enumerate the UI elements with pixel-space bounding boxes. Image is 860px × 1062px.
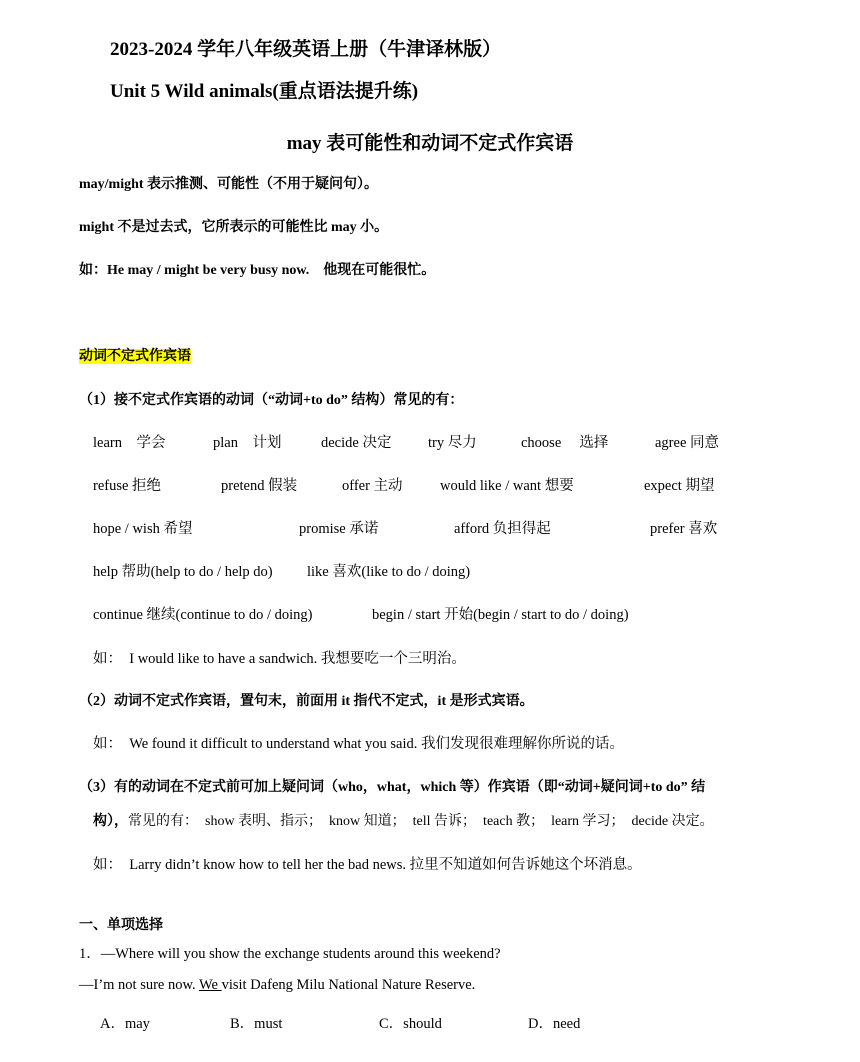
may-example: 如：He may / might be very busy now. 他现在可能很忙。 <box>79 263 436 278</box>
example-sentence-1: 如： I would like to have a sandwich. 我想要吃一个三明治。 <box>93 651 466 667</box>
example-sentence-3: 如： Larry didn’t know how to tell her the bad news. 拉里不知道如何告诉她这个坏消息。 <box>93 857 642 873</box>
verb-item: decide 决定 <box>321 435 392 451</box>
document-title: 2023-2024 学年八年级英语上册（牛津译林版） <box>110 39 502 60</box>
verb-item: begin / start 开始(begin / start to do / doing) <box>372 607 629 623</box>
infinitive-point-3-continued <box>93 810 714 830</box>
verb-item: hope / wish 希望 <box>93 521 193 537</box>
example-sentence-2: 如： We found it difficult to understand what you said. 我们发现很难理解你所说的话。 <box>93 736 624 752</box>
option-d[interactable]: D．need <box>528 1016 581 1032</box>
infinitive-point-2: （2）动词不定式作宾语，置句末，前面用 it 指代不定式，it 是形式宾语。 <box>79 694 534 709</box>
option-c[interactable]: C．should <box>379 1016 442 1032</box>
verb-item: promise 承诺 <box>299 521 379 537</box>
verb-item: plan 计划 <box>213 435 282 451</box>
verb-item: learn 学会 <box>93 435 166 451</box>
verb-item: offer 主动 <box>342 478 403 494</box>
section-title: may 表可能性和动词不定式作宾语 <box>286 133 574 154</box>
verb-item: pretend 假装 <box>221 478 298 494</box>
verb-item: continue 继续(continue to do / doing) <box>93 607 313 623</box>
verb-item: afford 负担得起 <box>454 521 551 537</box>
may-rule-line-2: might 不是过去式，它所表示的可能性比 may 小。 <box>79 220 389 235</box>
infinitive-point-1: （1）接不定式作宾语的动词（“动词+to do” 结构）常见的有： <box>79 393 464 408</box>
question-1-line-2 <box>79 977 475 994</box>
verb-item: refuse 拒绝 <box>93 478 162 494</box>
verb-item: expect 期望 <box>644 478 715 494</box>
verb-item: choose 选择 <box>521 435 609 451</box>
point-3-bold-part: 构）， <box>93 814 128 829</box>
question-1-line-1: 1．—Where will you show the exchange students around this weekend? <box>79 946 501 962</box>
q1-tail: visit Dafeng Milu National Nature Reserve. <box>221 977 476 993</box>
verb-item: agree 同意 <box>655 435 720 451</box>
infinitive-heading <box>79 345 191 365</box>
verb-item: would like / want 想要 <box>440 478 574 494</box>
exercise-heading: 一、单项选择 <box>79 918 163 933</box>
document-subtitle: Unit 5 Wild animals(重点语法提升练) <box>110 81 419 102</box>
verb-item: like 喜欢(like to do / doing) <box>307 564 471 580</box>
verb-item: prefer 喜欢 <box>650 521 718 537</box>
may-rule-line-1: may/might 表示推测、可能性（不用于疑问句）。 <box>79 177 379 192</box>
highlighted-heading: 动词不定式作宾语 <box>79 349 191 364</box>
point-3-verb-list: 常见的有： show 表明、指示； know 知道； tell 告诉； teach 教； learn 学习； decide 决定。 <box>128 814 714 829</box>
infinitive-point-3: （3）有的动词在不定式前可加上疑问词（who，what，which 等）作宾语（即“动词+疑问词+to do” 结 <box>79 780 706 795</box>
verb-item: help 帮助(help to do / help do) <box>93 564 273 580</box>
option-b[interactable]: B．must <box>230 1016 283 1032</box>
q1-lead: —I’m not sure now. <box>79 977 200 993</box>
verb-item: try 尽力 <box>428 435 477 451</box>
option-a[interactable]: A．may <box>100 1016 150 1032</box>
answer-blank: We <box>199 977 222 993</box>
